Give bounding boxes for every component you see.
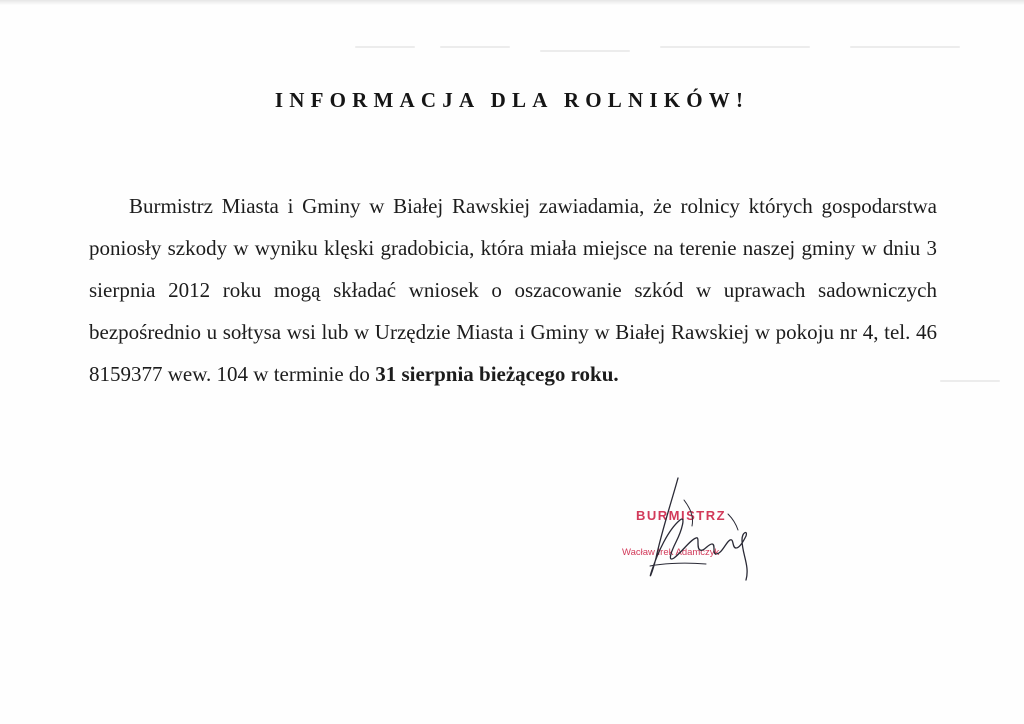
bleed-through-mark — [660, 46, 810, 48]
stamp-title: BURMISTRZ — [636, 508, 727, 523]
page-title: INFORMACJA DLA ROLNIKÓW! — [274, 88, 750, 112]
scan-edge-artifact — [0, 0, 1024, 5]
bleed-through-mark — [355, 46, 415, 48]
signature-stamp — [610, 470, 780, 600]
announcement-paragraph — [89, 185, 937, 395]
bleed-through-mark — [850, 46, 960, 48]
announcement-text: Burmistrz Miasta i Gminy w Białej Rawskiej zawiadamia, że rolnicy których gospodarstwa poniosły szkody w wyniku klęski gradobicia, która miała miejsce na terenie naszej gminy w dniu 3 sierpnia 2012 roku mogą składać wniosek o oszacowanie szkód w uprawach sadowniczych bezpośrednio u sołtysa wsi lub w Urzędzie Miasta i Gminy w Białej Rawskiej w pokoju nr 4, tel. 46 8159377 wew. 104 w terminie do — [89, 194, 937, 386]
bleed-through-mark — [440, 46, 510, 48]
handwritten-signature — [610, 470, 780, 600]
bleed-through-mark — [940, 380, 1000, 382]
deadline-text: 31 sierpnia bieżącego roku. — [375, 362, 619, 386]
stamp-name: Wacław Irek Adamczyk — [622, 547, 720, 558]
bleed-through-mark — [540, 50, 630, 52]
